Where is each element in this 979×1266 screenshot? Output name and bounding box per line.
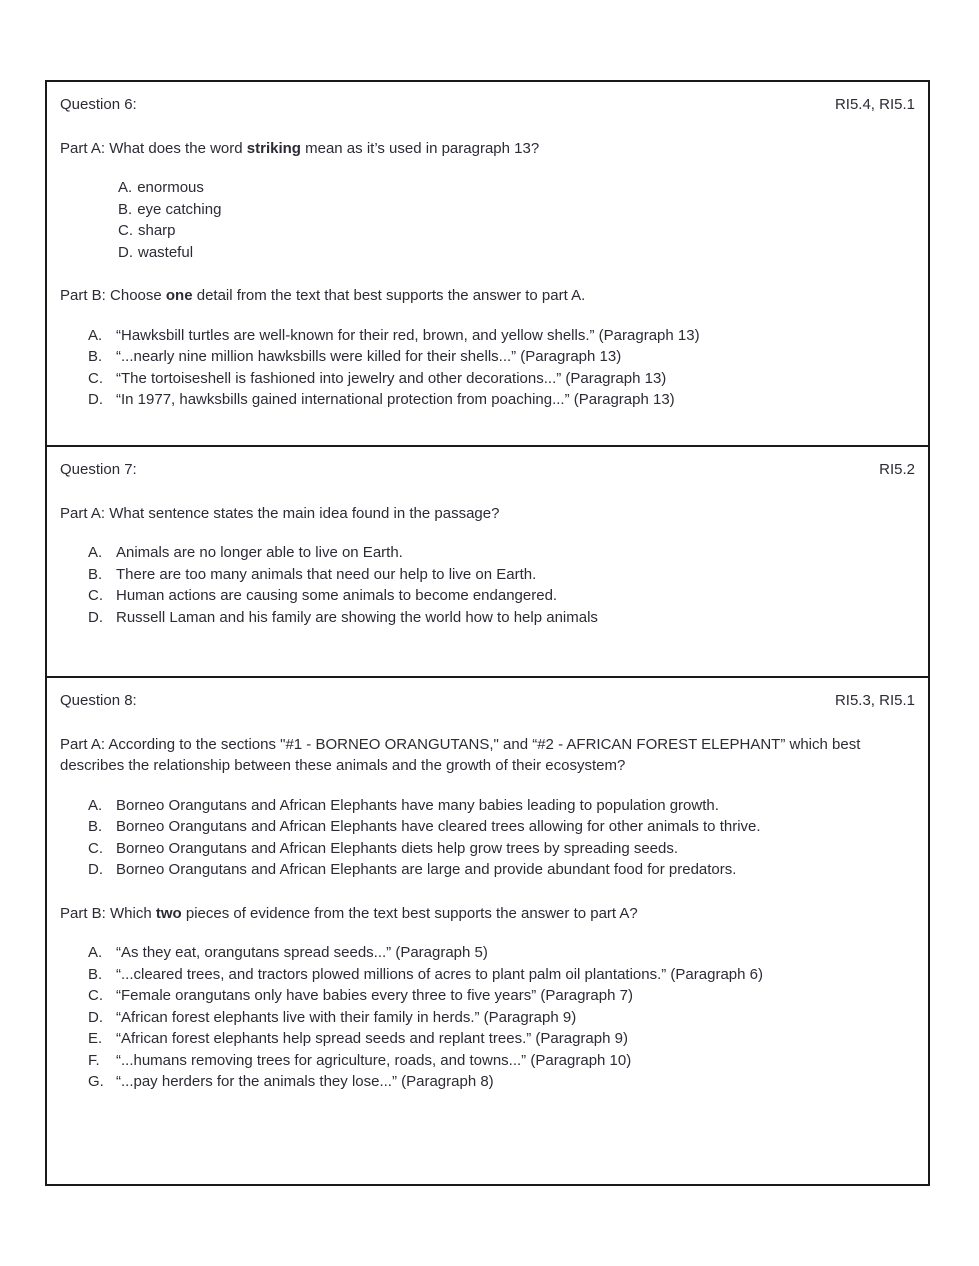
- option-text: Animals are no longer able to live on Earth.: [116, 544, 403, 561]
- option-text: “Female orangutans only have babies every three to five years” (Paragraph 7): [116, 987, 633, 1004]
- option-text: “African forest elephants live with their family in herds.” (Paragraph 9): [116, 1008, 577, 1026]
- option-text: “As they eat, orangutans spread seeds...” (Paragraph 5): [116, 944, 488, 961]
- part-a-prompt: [60, 138, 915, 160]
- answer-option: [118, 199, 915, 221]
- standards-code: RI5.4, RI5.1: [834, 96, 915, 113]
- question-number: Question 7:: [60, 461, 137, 478]
- option-letter: F.: [88, 1051, 100, 1069]
- option-letter: A.: [88, 944, 103, 961]
- option-letter: B.: [88, 818, 103, 835]
- prompt-text: mean as it’s used in paragraph 13?: [300, 139, 540, 157]
- answer-option: [118, 220, 915, 242]
- option-letter: C.: [88, 987, 103, 1004]
- answer-option: [88, 607, 915, 629]
- question-number: Question 8:: [60, 692, 137, 709]
- option-letter: G.: [88, 1073, 104, 1090]
- prompt-text: Part A: What sentence states the main idea found in the passage?: [60, 504, 500, 522]
- question-6-section: [47, 82, 928, 445]
- option-text: There are too many animals that need our help to live on Earth.: [116, 565, 537, 583]
- part-a-prompt: [60, 734, 915, 777]
- option-text: Human actions are causing some animals to become endangered.: [116, 587, 558, 604]
- part-a-options: [88, 542, 915, 628]
- option-text: Borneo Orangutans and African Elephants diets help grow trees by spreading seeds.: [116, 839, 679, 857]
- option-letter: B.: [88, 965, 103, 983]
- option-text: “...humans removing trees for agriculture, roads, and towns...” (Paragraph 10): [116, 1051, 632, 1069]
- answer-option: [88, 985, 915, 1007]
- prompt-bold-word: two: [155, 904, 182, 922]
- standards-code: RI5.3, RI5.1: [834, 692, 915, 709]
- option-text: Borneo Orangutans and African Elephants have cleared trees allowing for other animals to thrive.: [116, 818, 761, 835]
- question-7-section: [47, 445, 928, 676]
- option-letter: A.: [118, 179, 133, 196]
- option-text: “African forest elephants help spread seeds and replant trees.” (Paragraph 9): [116, 1030, 628, 1047]
- answer-option: [88, 542, 915, 564]
- option-text: “The tortoiseshell is fashioned into jewelry and other decorations...” (Paragraph 13): [116, 369, 667, 387]
- option-letter: B.: [88, 348, 103, 365]
- option-text: Russell Laman and his family are showing the world how to help animals: [116, 608, 598, 626]
- answer-option: [88, 964, 915, 986]
- question-8-header: [60, 690, 915, 712]
- answer-option: [88, 1071, 915, 1093]
- answer-option: [118, 242, 915, 264]
- prompt-bold-word: striking: [246, 139, 301, 157]
- option-letter: A.: [88, 544, 103, 561]
- option-letter: B.: [118, 200, 133, 218]
- answer-option: [88, 346, 915, 368]
- option-text: “In 1977, hawksbills gained international protection from poaching...” (Paragraph 13): [116, 391, 675, 408]
- option-letter: D.: [88, 1008, 103, 1026]
- option-text: “...nearly nine million hawksbills were killed for their shells...” (Paragraph 13): [116, 348, 622, 365]
- option-letter: B.: [88, 565, 103, 583]
- question-number: Question 6:: [60, 96, 137, 113]
- option-text: sharp: [138, 222, 176, 239]
- option-text: eye catching: [137, 200, 222, 218]
- option-text: enormous: [137, 179, 204, 196]
- option-letter: D.: [118, 243, 133, 261]
- answer-option: [88, 859, 915, 881]
- option-text: Borneo Orangutans and African Elephants have many babies leading to population growth.: [116, 796, 719, 814]
- answer-option: [88, 1050, 915, 1072]
- answer-option: [118, 177, 915, 199]
- option-letter: A.: [88, 796, 103, 814]
- option-letter: C.: [88, 369, 103, 387]
- prompt-text: Part A: What does the word: [60, 139, 247, 157]
- option-letter: D.: [88, 861, 103, 878]
- prompt-text: pieces of evidence from the text best supports the answer to part A?: [181, 904, 638, 922]
- option-text: wasteful: [138, 243, 194, 261]
- part-a-prompt: [60, 503, 915, 525]
- option-letter: E.: [88, 1030, 103, 1047]
- answer-option: [88, 585, 915, 607]
- option-letter: C.: [118, 222, 133, 239]
- answer-option: [88, 942, 915, 964]
- option-letter: A.: [88, 326, 103, 344]
- option-text: “...cleared trees, and tractors plowed millions of acres to plant palm oil plantations.” (Paragraph 6): [116, 965, 763, 983]
- standards-code: RI5.2: [879, 461, 915, 478]
- answer-option: [88, 325, 915, 347]
- question-6-header: [60, 94, 915, 116]
- answer-option: [88, 816, 915, 838]
- question-8-section: [47, 676, 928, 1184]
- worksheet: [45, 80, 930, 1186]
- part-b-prompt: [60, 285, 915, 307]
- prompt-text: Part B: Choose: [60, 287, 166, 304]
- option-text: “Hawksbill turtles are well-known for their red, brown, and yellow shells.” (Paragraph 13): [116, 326, 700, 344]
- answer-option: [88, 1028, 915, 1050]
- answer-option: [88, 564, 915, 586]
- answer-option: [88, 389, 915, 411]
- answer-option: [88, 795, 915, 817]
- answer-option: [88, 1007, 915, 1029]
- part-a-options: [88, 795, 915, 881]
- part-b-prompt: [60, 903, 915, 925]
- part-b-options: [88, 325, 915, 411]
- part-b-options: [88, 942, 915, 1093]
- question-7-header: [60, 459, 915, 481]
- prompt-text: detail from the text that best supports the answer to part A.: [192, 287, 586, 304]
- prompt-bold-word: one: [165, 287, 193, 304]
- option-text: Borneo Orangutans and African Elephants are large and provide abundant food for predators.: [116, 861, 737, 878]
- option-text: “...pay herders for the animals they lose...” (Paragraph 8): [116, 1073, 494, 1090]
- option-letter: D.: [88, 608, 103, 626]
- option-letter: D.: [88, 391, 103, 408]
- option-letter: C.: [88, 839, 103, 857]
- answer-option: [88, 368, 915, 390]
- prompt-text: Part A: According to the sections "#1 - BORNEO ORANGUTANS," and “#2 - AFRICAN FOREST ELEPHANT” which best describes the relationship between these animals and the growth of their ecosystem?: [60, 735, 861, 774]
- option-letter: C.: [88, 587, 103, 604]
- answer-option: [88, 838, 915, 860]
- prompt-text: Part B: Which: [60, 904, 156, 922]
- part-a-options: [118, 177, 915, 263]
